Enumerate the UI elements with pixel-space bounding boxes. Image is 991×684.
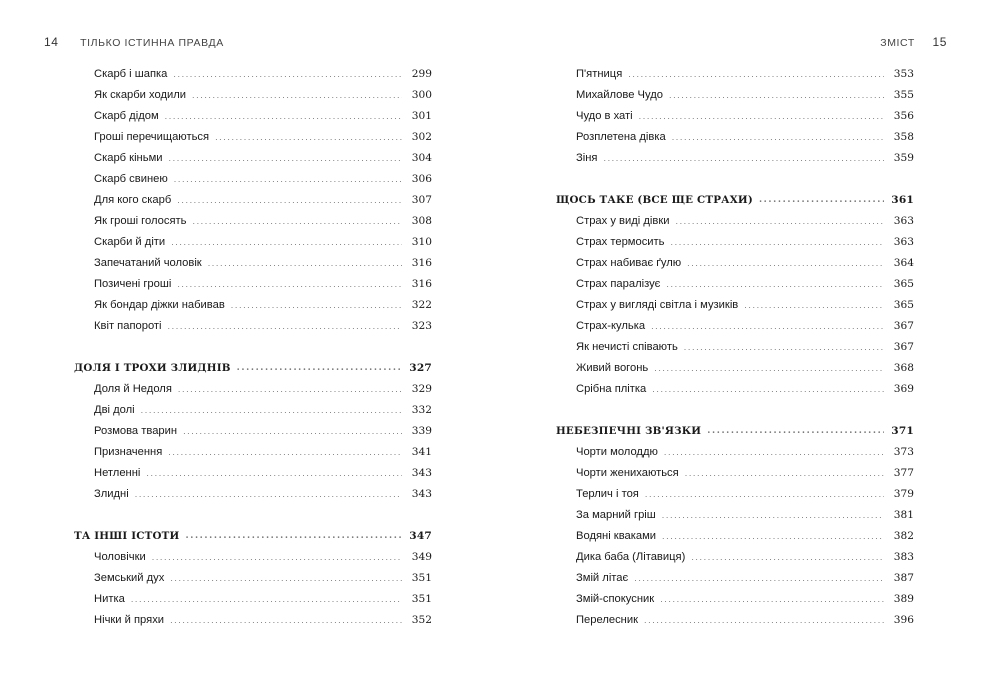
toc-entry [74, 147, 432, 168]
dot-leader [178, 384, 402, 394]
dot-leader [237, 363, 402, 373]
toc-section-heading [556, 189, 914, 210]
dot-leader [215, 132, 402, 142]
toc-entry [74, 546, 432, 567]
toc-entry [74, 399, 432, 420]
toc-entry-title: Срібна плітка [576, 382, 647, 395]
toc-entry-title: Змій-спокусник [576, 592, 655, 605]
left-toc-column [74, 63, 432, 630]
toc-entry-page: 343 [411, 487, 432, 500]
toc-section-heading [74, 357, 432, 378]
toc-entry-page: 351 [411, 592, 432, 605]
toc-entry-page: 301 [411, 109, 432, 122]
dot-leader [183, 426, 402, 436]
dot-leader [684, 342, 884, 352]
toc-entry-page: 316 [411, 256, 432, 269]
toc-entry-page: 358 [893, 130, 914, 143]
dot-leader [168, 321, 402, 331]
dot-leader [671, 237, 884, 247]
toc-entry [74, 609, 432, 630]
dot-leader [651, 321, 884, 331]
dot-leader [170, 615, 402, 625]
toc-entry [74, 252, 432, 273]
dot-leader [174, 174, 402, 184]
toc-entry [556, 504, 914, 525]
toc-entry-title: Чорти женихаються [576, 466, 679, 479]
right-running-title: ЗМІСТ [880, 37, 915, 49]
toc-section-heading [556, 420, 914, 441]
toc-entry-page: 323 [411, 319, 432, 332]
toc-entry-page: 369 [893, 382, 914, 395]
toc-entry-page: 351 [411, 571, 432, 584]
toc-entry-page: 341 [411, 445, 432, 458]
toc-entry-page: 327 [409, 361, 432, 374]
dot-leader [691, 552, 884, 562]
toc-entry-page: 389 [893, 592, 914, 605]
toc-entry-page: 353 [893, 67, 914, 80]
toc-entry-page: 300 [411, 88, 432, 101]
toc-entry [556, 483, 914, 504]
toc-entry-title: Розплетена дівка [576, 130, 666, 143]
toc-entry-title: ТА ІНШІ ІСТОТИ [74, 529, 180, 542]
toc-entry-title: Злидні [94, 487, 129, 500]
dot-leader [208, 258, 402, 268]
toc-entry-title: Як скарби ходили [94, 88, 187, 101]
toc-entry-page: 363 [893, 235, 914, 248]
toc-entry-page: 364 [893, 256, 914, 269]
toc-entry-title: Скарб і шапка [94, 67, 168, 80]
toc-entry [556, 336, 914, 357]
toc-entry [556, 294, 914, 315]
dot-leader [672, 132, 884, 142]
toc-entry-page: 365 [893, 277, 914, 290]
toc-entry [556, 252, 914, 273]
toc-entry-page: 299 [411, 67, 432, 80]
toc-entry [556, 588, 914, 609]
toc-entry-title: Водяні кваками [576, 529, 657, 542]
toc-entry [74, 462, 432, 483]
dot-leader [707, 426, 884, 436]
toc-entry-page: 382 [893, 529, 914, 542]
toc-section-heading [74, 525, 432, 546]
toc-entry-title: Страх паралізує [576, 277, 661, 290]
toc-entry-title: Нічки й пряхи [94, 613, 165, 626]
toc-entry-page: 379 [893, 487, 914, 500]
section-spacer [556, 168, 914, 189]
toc-entry [74, 483, 432, 504]
toc-entry [74, 84, 432, 105]
toc-entry [74, 105, 432, 126]
dot-leader [192, 90, 402, 100]
toc-entry-page: 363 [893, 214, 914, 227]
right-page-number: 15 [932, 35, 947, 49]
dot-leader [644, 615, 884, 625]
toc-entry-page: 373 [893, 445, 914, 458]
dot-leader [662, 531, 884, 541]
dot-leader [662, 510, 884, 520]
section-spacer [556, 399, 914, 420]
toc-entry [74, 273, 432, 294]
toc-entry [556, 546, 914, 567]
toc-entry-title: НЕБЕЗПЕЧНІ ЗВ'ЯЗКИ [556, 424, 702, 437]
toc-entry-title: Як нечисті співають [576, 340, 678, 353]
dot-leader [645, 489, 884, 499]
toc-entry-page: 396 [893, 613, 914, 626]
toc-entry-title: За марний гріш [576, 508, 656, 521]
toc-entry [74, 63, 432, 84]
dot-leader [231, 300, 402, 310]
toc-entry [556, 126, 914, 147]
left-page-number: 14 [44, 35, 59, 49]
toc-entry-title: Квіт папороті [94, 319, 162, 332]
toc-entry-page: 368 [893, 361, 914, 374]
dot-leader [169, 153, 402, 163]
dot-leader [759, 195, 884, 205]
toc-entry [74, 420, 432, 441]
toc-entry [74, 168, 432, 189]
dot-leader [168, 447, 402, 457]
toc-entry-title: П'ятниця [576, 67, 623, 80]
toc-entry-title: Позичені гроші [94, 277, 172, 290]
right-toc-column [556, 63, 914, 630]
toc-entry [556, 441, 914, 462]
toc-entry-page: 365 [893, 298, 914, 311]
toc-entry-page: 349 [411, 550, 432, 563]
dot-leader [652, 384, 884, 394]
toc-entry [556, 273, 914, 294]
toc-entry-title: Як бондар діжки набивав [94, 298, 225, 311]
toc-entry-page: 359 [893, 151, 914, 164]
toc-entry [556, 567, 914, 588]
right-running-head [880, 35, 947, 49]
toc-entry-page: 343 [411, 466, 432, 479]
toc-entry-title: Терлич і тоя [576, 487, 639, 500]
toc-entry-page: 302 [411, 130, 432, 143]
dot-leader [131, 594, 402, 604]
toc-entry-title: Земський дух [94, 571, 165, 584]
toc-entry-title: Розмова тварин [94, 424, 178, 437]
toc-entry [556, 84, 914, 105]
dot-leader [165, 111, 402, 121]
toc-entry [74, 441, 432, 462]
toc-entry [556, 462, 914, 483]
dot-leader [669, 90, 884, 100]
dot-leader [146, 468, 402, 478]
toc-entry [556, 378, 914, 399]
dot-leader [628, 69, 884, 79]
toc-entry-title: Чорти молоддю [576, 445, 658, 458]
toc-entry-title: Страх термосить [576, 235, 665, 248]
dot-leader [685, 468, 884, 478]
dot-leader [687, 258, 884, 268]
toc-entry-title: Чоловічки [94, 550, 146, 563]
toc-entry [556, 63, 914, 84]
toc-entry-title: Зіня [576, 151, 598, 164]
toc-entry-page: 347 [409, 529, 432, 542]
dot-leader [654, 363, 884, 373]
toc-entry [556, 147, 914, 168]
toc-entry-page: 381 [893, 508, 914, 521]
toc-entry-page: 355 [893, 88, 914, 101]
dot-leader [664, 447, 884, 457]
toc-entry-title: ЩОСЬ ТАКЕ (ВСЕ ЩЕ СТРАХИ) [556, 193, 753, 206]
dot-leader [660, 594, 884, 604]
toc-entry-title: Скарб кіньми [94, 151, 163, 164]
toc-entry [74, 189, 432, 210]
toc-entry-title: Скарб дідом [94, 109, 159, 122]
toc-entry-title: Для кого скарб [94, 193, 172, 206]
toc-entry-title: Скарби й діти [94, 235, 166, 248]
toc-entry-page: 307 [411, 193, 432, 206]
section-spacer [74, 336, 432, 357]
dot-leader [634, 573, 884, 583]
toc-entry [74, 210, 432, 231]
toc-entry-page: 310 [411, 235, 432, 248]
toc-entry-title: Гроші перечищаються [94, 130, 210, 143]
toc-entry-title: Нетленні [94, 466, 141, 479]
toc-entry-title: Страх набиває ґулю [576, 256, 682, 269]
toc-entry-page: 352 [411, 613, 432, 626]
toc-entry-page: 367 [893, 340, 914, 353]
dot-leader [639, 111, 884, 121]
dot-leader [170, 573, 402, 583]
toc-entry [74, 567, 432, 588]
dot-leader [192, 216, 402, 226]
toc-entry [556, 105, 914, 126]
toc-entry [556, 315, 914, 336]
toc-entry-title: Запечатаний чоловік [94, 256, 202, 269]
dot-leader [135, 489, 402, 499]
toc-entry-title: Дві долі [94, 403, 135, 416]
toc-entry-page: 361 [891, 193, 914, 206]
toc-entry [556, 609, 914, 630]
toc-entry-page: 371 [891, 424, 914, 437]
toc-entry-title: Змій літає [576, 571, 629, 584]
toc-entry-title: ДОЛЯ І ТРОХИ ЗЛИДНІВ [74, 361, 231, 374]
toc-entry-title: Призначення [94, 445, 163, 458]
toc-entry-page: 387 [893, 571, 914, 584]
toc-entry-title: Скарб свинею [94, 172, 168, 185]
toc-entry-title: Нитка [94, 592, 125, 605]
section-spacer [74, 504, 432, 525]
toc-entry [74, 378, 432, 399]
toc-entry-page: 332 [411, 403, 432, 416]
toc-entry-page: 383 [893, 550, 914, 563]
toc-entry-title: Михайлове Чудо [576, 88, 663, 101]
toc-entry-page: 329 [411, 382, 432, 395]
toc-entry [556, 210, 914, 231]
toc-entry-page: 308 [411, 214, 432, 227]
toc-entry-title: Дика баба (Літавиця) [576, 550, 686, 563]
toc-entry-title: Страх у вигляді світла і музиків [576, 298, 739, 311]
dot-leader [675, 216, 884, 226]
toc-entry [74, 315, 432, 336]
toc-entry-page: 367 [893, 319, 914, 332]
toc-entry-page: 306 [411, 172, 432, 185]
dot-leader [141, 405, 402, 415]
dot-leader [173, 69, 402, 79]
toc-entry-title: Як гроші голосять [94, 214, 187, 227]
toc-entry [74, 126, 432, 147]
toc-entry-page: 304 [411, 151, 432, 164]
toc-entry-page: 339 [411, 424, 432, 437]
toc-entry-page: 356 [893, 109, 914, 122]
toc-entry [74, 294, 432, 315]
dot-leader [185, 531, 402, 541]
toc-entry-page: 377 [893, 466, 914, 479]
toc-entry [74, 588, 432, 609]
dot-leader [603, 153, 884, 163]
toc-entry-title: Чудо в хаті [576, 109, 633, 122]
toc-entry-title: Перелесник [576, 613, 639, 626]
dot-leader [666, 279, 884, 289]
left-running-title: ТІЛЬКО ІСТИННА ПРАВДА [80, 37, 224, 49]
dot-leader [744, 300, 884, 310]
dot-leader [177, 279, 402, 289]
toc-entry-title: Доля й Недоля [94, 382, 172, 395]
dot-leader [177, 195, 402, 205]
toc-entry-title: Страх у виді дівки [576, 214, 670, 227]
toc-entry-title: Страх-кулька [576, 319, 646, 332]
toc-entry [556, 357, 914, 378]
toc-entry [74, 231, 432, 252]
toc-entry-page: 322 [411, 298, 432, 311]
dot-leader [171, 237, 402, 247]
toc-entry [556, 525, 914, 546]
toc-entry-page: 316 [411, 277, 432, 290]
toc-entry [556, 231, 914, 252]
toc-entry-title: Живий вогонь [576, 361, 649, 374]
left-running-head [44, 35, 224, 49]
dot-leader [152, 552, 402, 562]
